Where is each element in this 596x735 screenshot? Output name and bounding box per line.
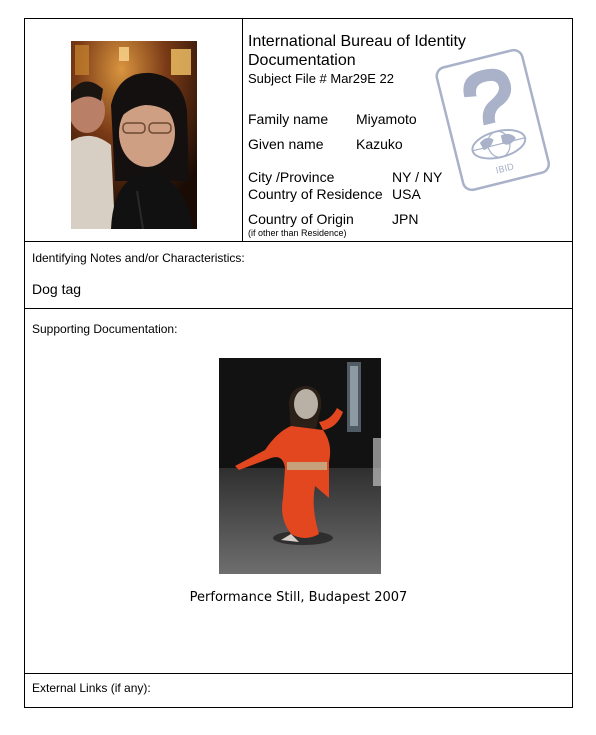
performance-caption: Performance Still, Budapest 2007 — [189, 590, 408, 605]
given-name-label: Given name — [248, 136, 324, 152]
city-province-label: City /Province — [248, 169, 335, 185]
supporting-docs-section — [25, 308, 572, 674]
country-origin-note: (if other than Residence) — [248, 228, 347, 238]
given-name-value: Kazuko — [356, 136, 403, 152]
supporting-docs-label: Supporting Documentation: — [32, 322, 178, 336]
country-residence-value: USA — [392, 186, 421, 202]
identifying-notes-label: Identifying Notes and/or Characteristics: — [32, 251, 245, 265]
identifying-notes-value: Dog tag — [32, 281, 82, 297]
subject-portrait-photo — [71, 41, 197, 229]
subject-file-number: Subject File # Mar29E 22 — [248, 71, 394, 86]
seal-text: IBID — [494, 162, 516, 177]
subject-info-cell — [243, 19, 572, 241]
country-residence-label: Country of Residence — [248, 186, 383, 202]
external-links-section — [25, 673, 572, 707]
photo-cell — [25, 19, 243, 241]
org-title: International Bureau of Identity Documentation — [248, 33, 466, 69]
identity-header-row — [25, 19, 572, 242]
external-links-label: External Links (if any): — [32, 681, 151, 695]
city-province-value: NY / NY — [392, 169, 443, 185]
family-name-label: Family name — [248, 111, 329, 127]
identity-form — [24, 18, 573, 708]
performance-still-photo — [219, 358, 381, 574]
identifying-notes-section — [25, 241, 572, 309]
country-origin-value: JPN — [392, 211, 419, 227]
family-name-value: Miyamoto — [356, 111, 417, 127]
country-origin-label: Country of Origin — [248, 211, 354, 227]
